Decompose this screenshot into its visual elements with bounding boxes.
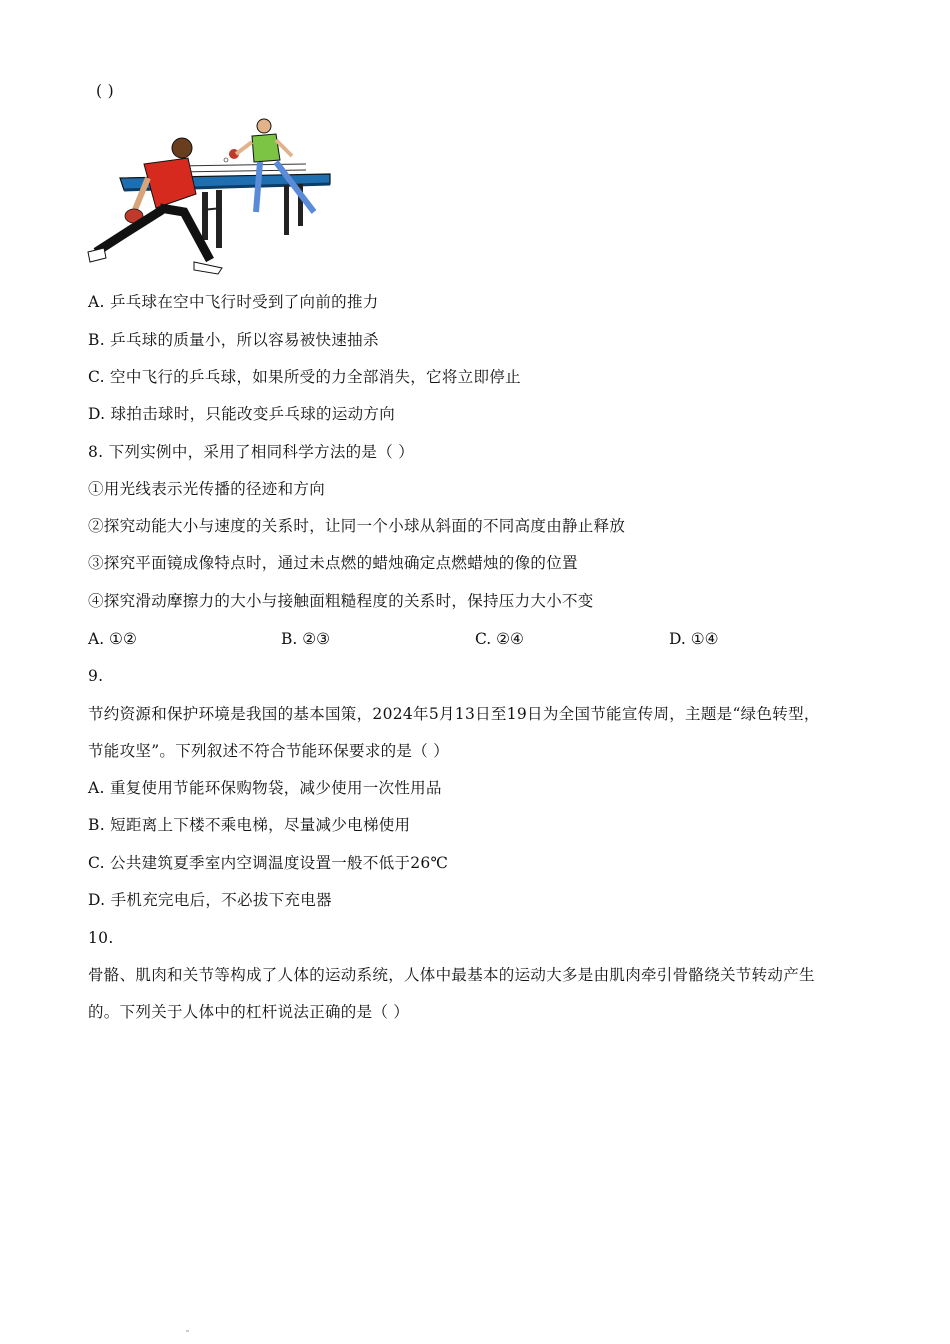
q10-stem-line2: 的。下列关于人体中的杠杆说法正确的是（ ） bbox=[88, 1003, 410, 1021]
q10-number: 10. bbox=[88, 929, 114, 947]
q9-stem-line1: 节约资源和保护环境是我国的基本国策，2024年5月13日至19日为全国节能宣传周，主题是“绿色转型， bbox=[88, 705, 820, 723]
q8-stem: 8. 下列实例中，采用了相同科学方法的是（ ） bbox=[88, 443, 415, 461]
q8-option-a: A. ①② bbox=[88, 630, 137, 648]
q7-option-d: D. 球拍击球时，只能改变乒乓球的运动方向 bbox=[88, 405, 396, 423]
q7-option-c: C. 空中飞行的乒乓球，如果所受的力全部消失，它将立即停止 bbox=[88, 368, 521, 386]
q8-item-4: ④探究滑动摩擦力的大小与接触面粗糙程度的关系时，保持压力大小不变 bbox=[88, 592, 594, 610]
q9-stem-line2: 节能攻坚”。下列叙述不符合节能环保要求的是（ ） bbox=[88, 742, 450, 760]
scan-mark bbox=[186, 1330, 189, 1332]
q9-option-c: C. 公共建筑夏季室内空调温度设置一般不低于26℃ bbox=[88, 854, 449, 872]
q9-number: 9. bbox=[88, 667, 104, 685]
q7-option-b: B. 乒乓球的质量小，所以容易被快速抽杀 bbox=[88, 331, 379, 349]
q8-item-2: ②探究动能大小与速度的关系时，让同一个小球从斜面的不同高度由静止释放 bbox=[88, 517, 626, 535]
q9-option-b: B. 短距离上下楼不乘电梯，尽量减少电梯使用 bbox=[88, 816, 411, 834]
q9-option-a: A. 重复使用节能环保购物袋，减少使用一次性用品 bbox=[88, 779, 442, 797]
q8-item-1: ①用光线表示光传播的径迹和方向 bbox=[88, 480, 326, 498]
table-tennis-illustration bbox=[84, 112, 336, 278]
q8-option-b: B. ②③ bbox=[281, 630, 331, 648]
q8-option-c: C. ②④ bbox=[475, 630, 524, 648]
q9-option-d: D. 手机充完电后，不必拔下充电器 bbox=[88, 891, 332, 909]
q7-option-a: A. 乒乓球在空中飞行时受到了向前的推力 bbox=[88, 293, 379, 311]
q8-item-3: ③探究平面镜成像特点时，通过未点燃的蜡烛确定点燃蜡烛的像的位置 bbox=[88, 554, 578, 572]
answer-bracket: ( ) bbox=[96, 82, 114, 100]
q10-stem-line1: 骨骼、肌肉和关节等构成了人体的运动系统，人体中最基本的运动大多是由肌肉牵引骨骼绕关节转动产生 bbox=[88, 966, 815, 984]
q8-option-d: D. ①④ bbox=[669, 630, 719, 648]
